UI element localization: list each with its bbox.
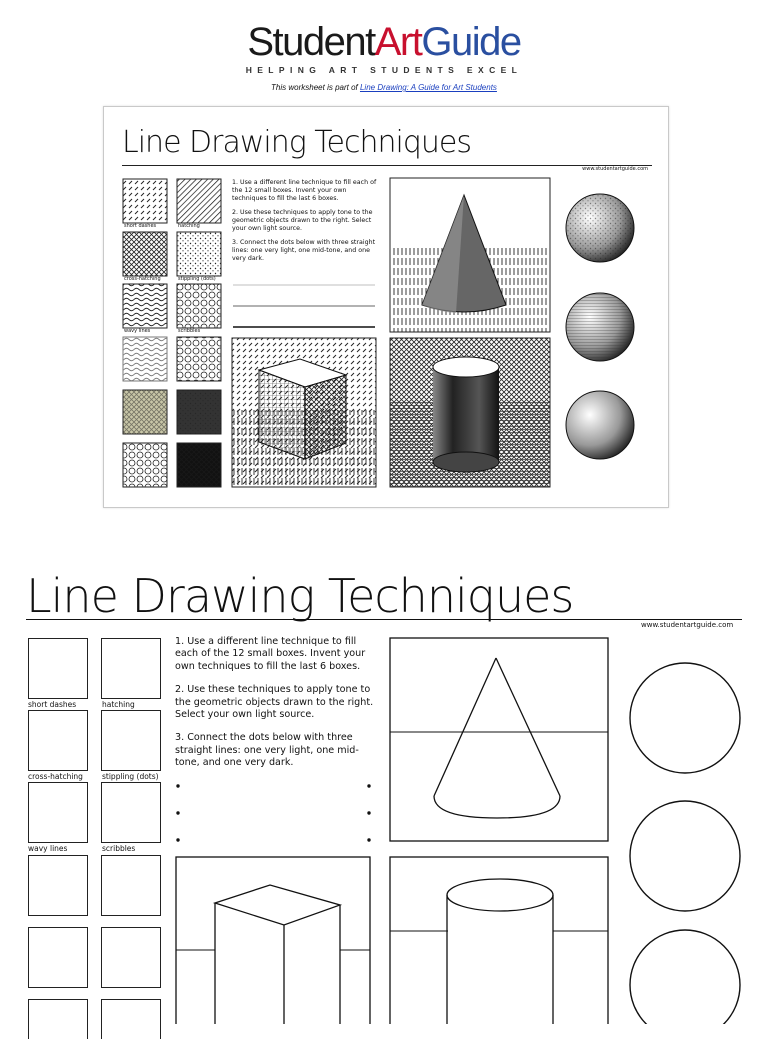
label-stippling: stippling (dots) <box>102 772 159 781</box>
worksheet-title: Line Drawing Techniques <box>26 569 574 623</box>
technique-box-11[interactable] <box>28 999 88 1039</box>
logo-art: Art <box>374 20 422 64</box>
preview-label-scribbles: scribbles <box>178 328 201 334</box>
worksheet-instructions <box>175 636 375 781</box>
technique-box-1[interactable] <box>28 638 88 699</box>
worksheet-preview-card <box>103 106 669 508</box>
preview-drawings <box>104 107 668 507</box>
technique-box-6[interactable] <box>101 782 161 843</box>
preview-instructions <box>232 179 382 269</box>
technique-box-8[interactable] <box>101 855 161 916</box>
dot-rows <box>176 784 370 841</box>
worksheet-title-rule <box>26 619 742 620</box>
note-prefix: This worksheet is part of <box>271 83 360 92</box>
cylinder-outline <box>390 857 608 1024</box>
instruction-2: 2. Use these techniques to apply tone to the geometric objects drawn to the right. Select your own light source. <box>175 684 374 721</box>
worksheet-url: www.studentartguide.com <box>641 621 734 629</box>
preview-dot-lines <box>233 285 375 327</box>
technique-box-3[interactable] <box>28 710 88 771</box>
preview-label-stippling: stippling (dots) <box>178 276 216 282</box>
label-scribbles: scribbles <box>102 844 136 853</box>
technique-box-12[interactable] <box>101 999 161 1039</box>
label-wavy-lines: wavy lines <box>28 844 68 853</box>
technique-box-7[interactable] <box>28 855 88 916</box>
preview-instruction-3: 3. Connect the dots below with three straight lines: one very light, one mid-tone, and one very dark. <box>232 239 376 262</box>
technique-box-4[interactable] <box>101 710 161 771</box>
preview-instruction-1: 1. Use a different line technique to fill each of the 12 small boxes. Invent your own techniques to fill the last 6 boxes. <box>232 179 377 202</box>
preview-cone-drawing <box>390 178 550 332</box>
worksheet-source-note <box>0 83 768 92</box>
logo-student: Student <box>247 20 375 64</box>
preview-label-hatching: hatching <box>178 223 200 229</box>
guide-link[interactable]: Line Drawing: A Guide for Art Students <box>359 83 497 92</box>
technique-box-5[interactable] <box>28 782 88 843</box>
instruction-1: 1. Use a different line technique to fill each of the 12 small boxes. Invent your own techniques to fill the last 6 boxes. <box>175 636 366 672</box>
logo-tagline: HELPING ART STUDENTS EXCEL <box>245 65 523 75</box>
preview-cube-drawing <box>232 338 376 487</box>
cone-outline <box>390 638 608 841</box>
preview-label-short-dashes: short dashes <box>124 223 157 229</box>
technique-box-2[interactable] <box>101 638 161 699</box>
preview-cylinder-drawing <box>390 338 550 487</box>
site-logo[interactable] <box>0 22 768 75</box>
preview-instruction-2: 2. Use these techniques to apply tone to the geometric objects drawn to the right. Select your own light source. <box>232 209 373 232</box>
technique-box-9[interactable] <box>28 927 88 988</box>
cube-outline <box>176 857 370 1024</box>
label-cross-hatching: cross-hatching <box>28 772 83 781</box>
preview-label-wavy-lines: wavy lines <box>124 328 151 334</box>
logo-guide: Guide <box>421 20 521 64</box>
technique-box-10[interactable] <box>101 927 161 988</box>
label-hatching: hatching <box>102 700 135 709</box>
sphere-outlines <box>630 663 740 1024</box>
preview-title: Line Drawing Techniques <box>122 125 471 160</box>
label-short-dashes: short dashes <box>28 700 77 709</box>
instruction-3: 3. Connect the dots below with three straight lines: one very light, one mid-tone, and one very dark. <box>175 732 359 769</box>
preview-label-cross-hatching: cross-hatching <box>124 276 161 282</box>
preview-sphere-drawings <box>566 194 634 459</box>
logo-wordmark <box>0 22 768 62</box>
preview-url: www.studentartguide.com <box>582 166 648 172</box>
